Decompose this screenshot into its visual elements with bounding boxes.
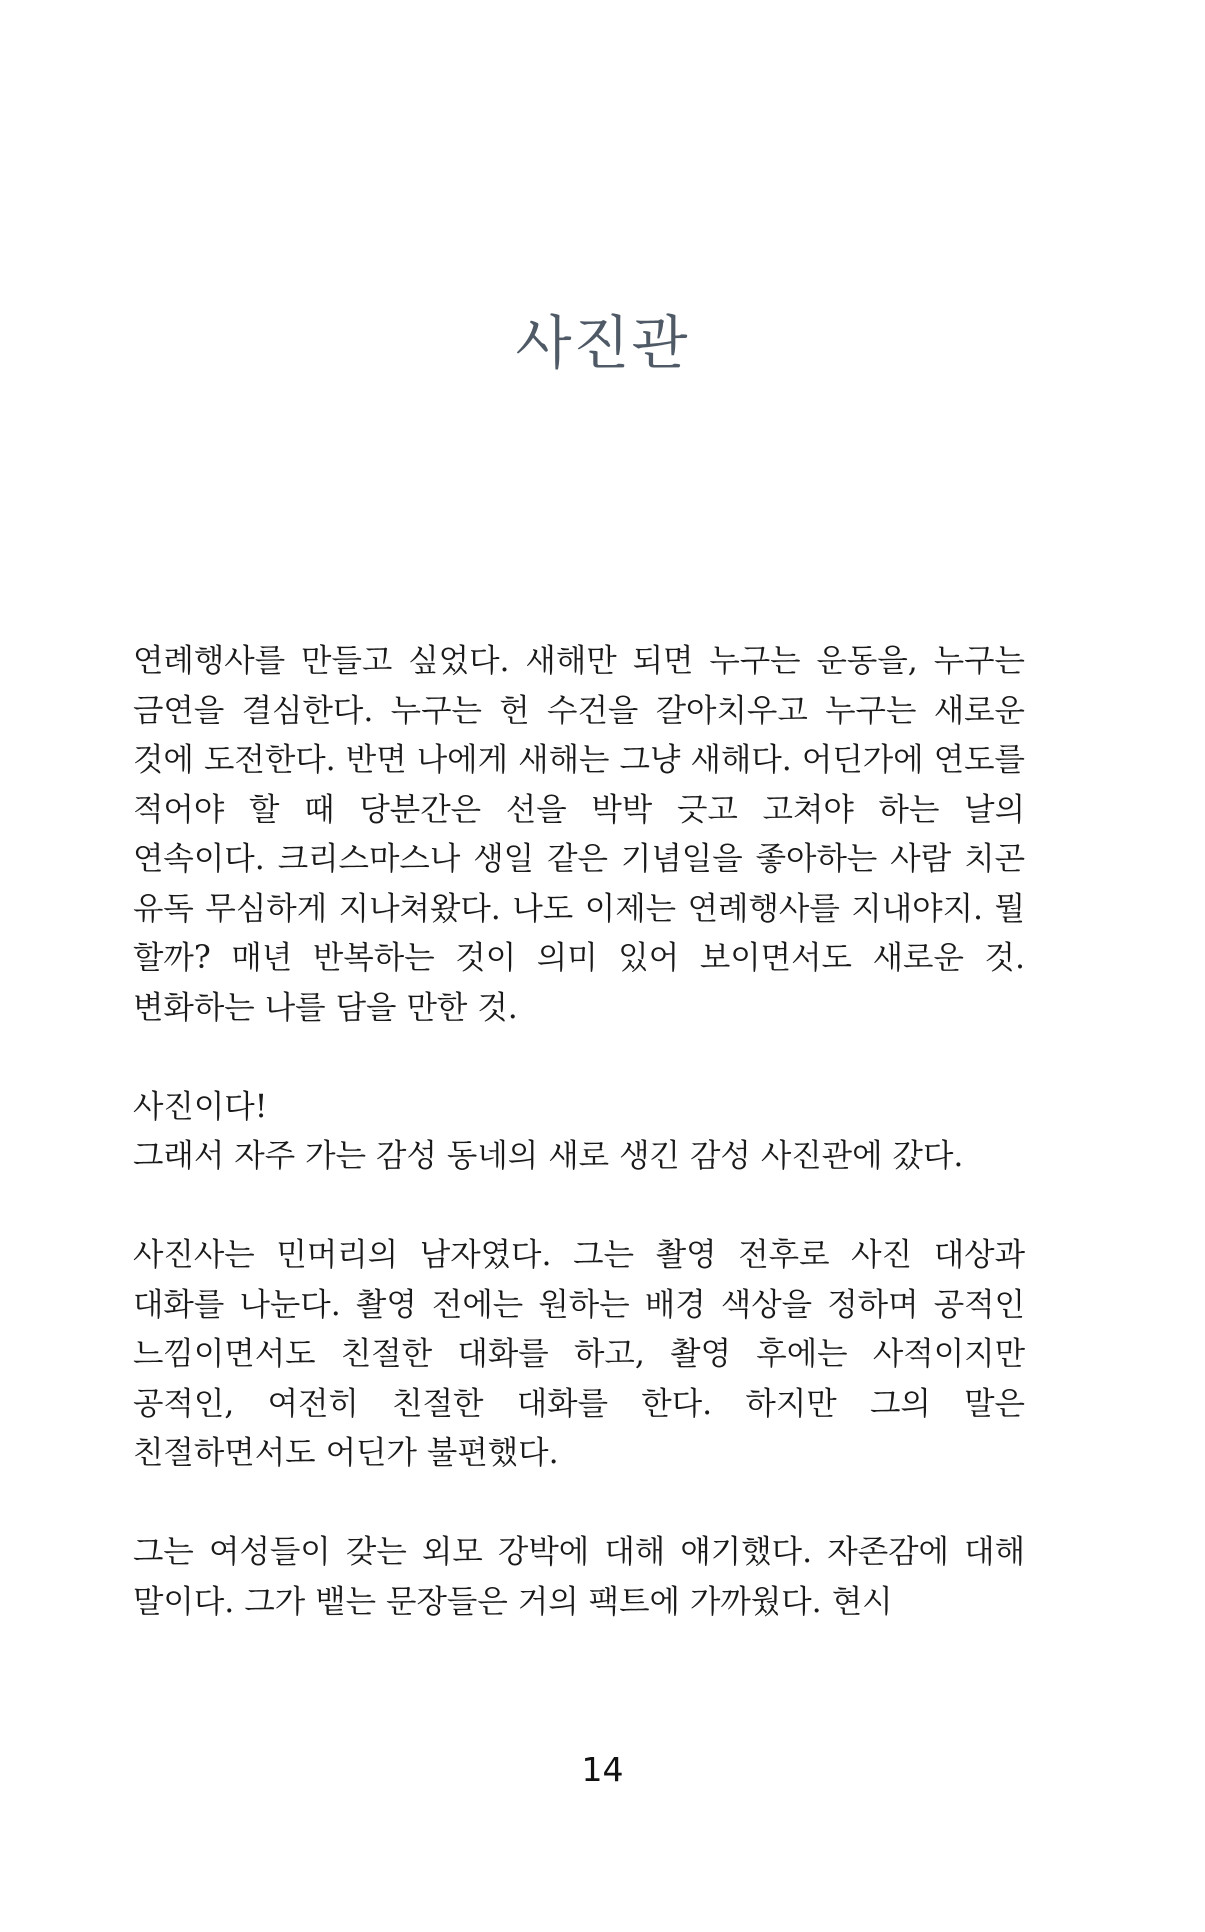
paragraph-3: 그래서 자주 가는 감성 동네의 새로 생긴 감성 사진관에 갔다. <box>133 1138 964 1174</box>
paragraph-4: 사진사는 민머리의 남자였다. 그는 촬영 전후로 사진 대상과 대화를 나눈다. 촬영 전에는 원하는 배경 색상을 정하며 공적인 느낌이면서도 친절한 대화를 하고, 촬영 후에는 사적이지만 공적인, 여전히 친절한 대화를 한다. 하지만 그의 말은 친절하면서도 어딘가 불편했다. <box>133 1237 1025 1471</box>
page-number: 14 <box>581 1750 624 1789</box>
paragraph-5: 그는 여성들이 갖는 외모 강박에 대해 얘기했다. 자존감에 대해 말이다. 그가 뱉는 문장들은 거의 팩트에 가까웠다. 현시 <box>133 1534 1025 1620</box>
paragraph-2: 사진이다! <box>133 1088 268 1125</box>
chapter-title: 사진관 <box>515 309 690 377</box>
body-text <box>133 637 1025 1677</box>
paragraph-1: 연례행사를 만들고 싶었다. 새해만 되면 누구는 운동을, 누구는 금연을 결심한다. 누구는 헌 수건을 갈아치우고 누구는 새로운 것에 도전한다. 반면 나에게 새해는 그냥 새해다. 어딘가에 연도를 적어야 할 때 당분간은 선을 박박 긋고 고쳐야 하는 날의 연속이다. 크리스마스나 생일 같은 기념일을 좋아하는 사람 치곤 유독 무심하게 지나쳐왔다. 나도 이제는 연례행사를 지내야지. 뭘 할까? 매년 반복하는 것이 의미 있어 보이면서도 새로운 것. 변화하는 나를 담을 만한 것. <box>133 643 1025 1026</box>
